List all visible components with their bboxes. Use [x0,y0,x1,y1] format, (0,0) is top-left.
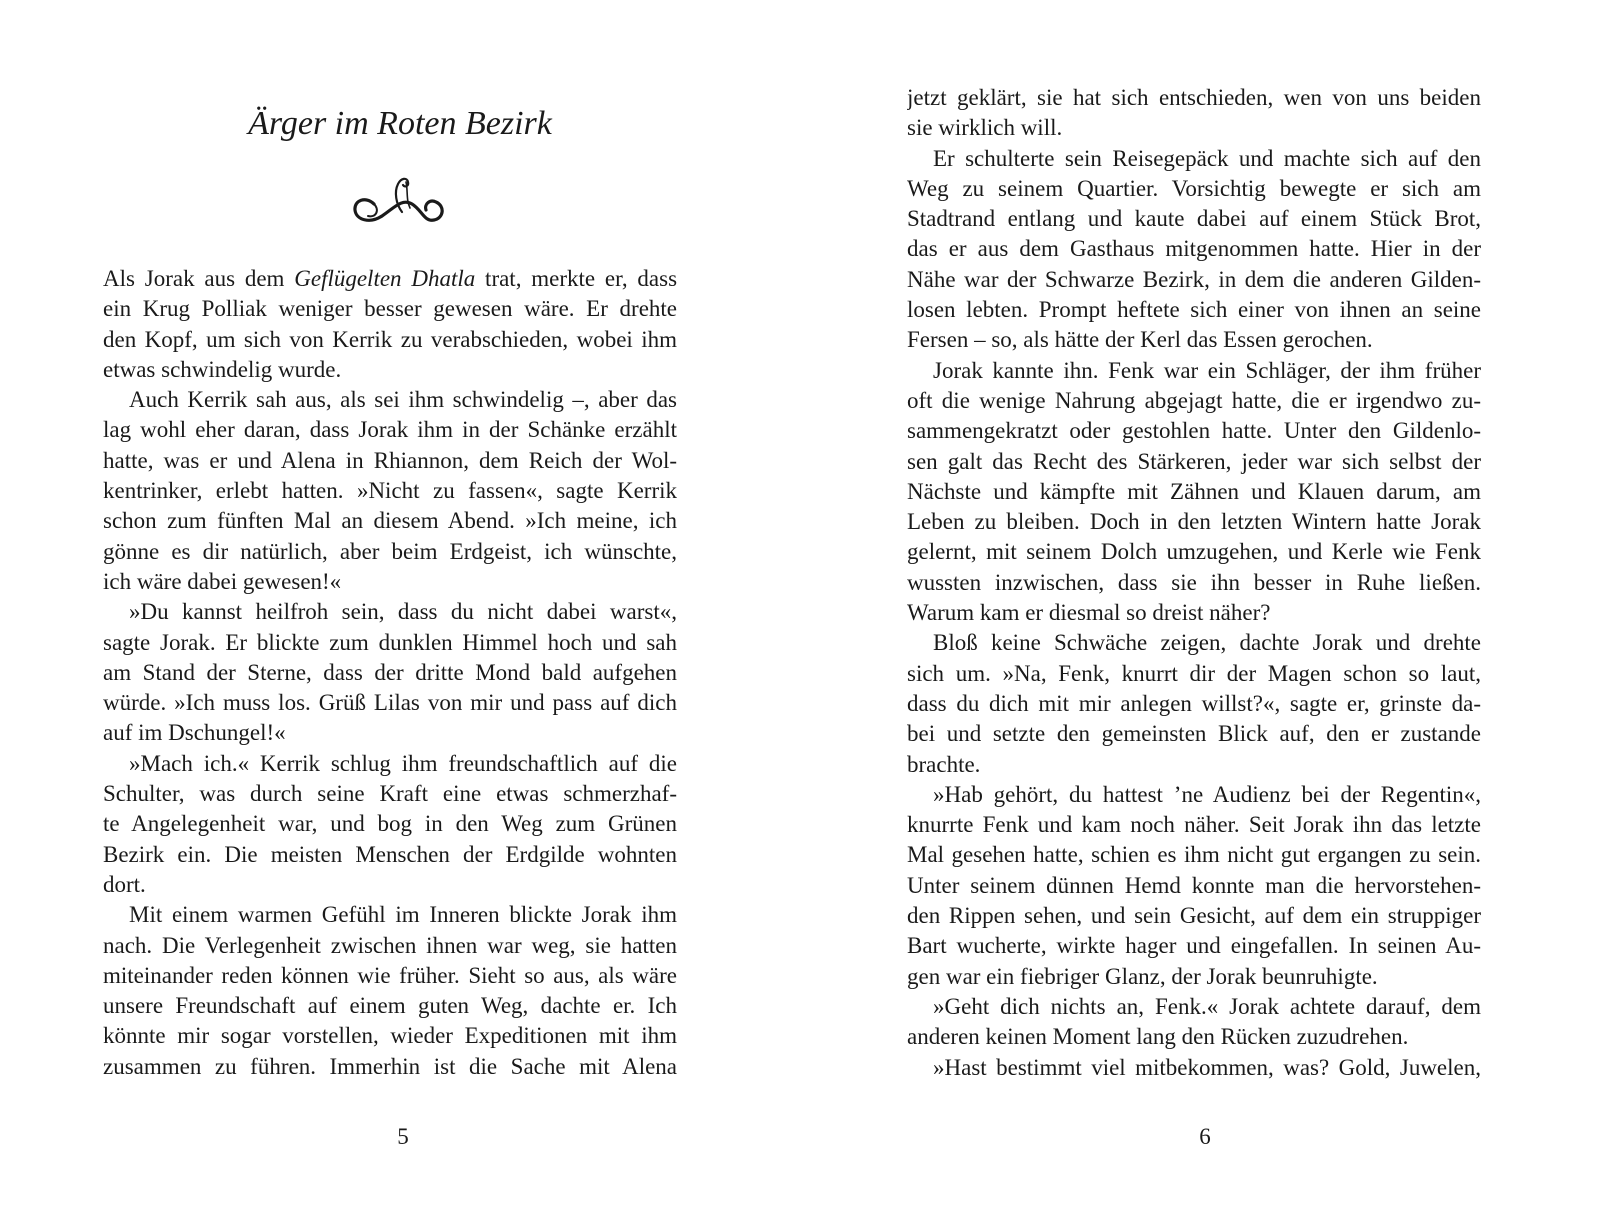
text-segment: Mal gesehen hatte, schien es ihm nicht gut ergangen zu sein. [907,842,1481,868]
text-line [103,809,677,839]
text-segment: würde. »Ich muss los. Grüß Lilas von mir und pass auf dich [103,690,677,716]
text-segment: lag wohl eher daran, dass Jorak ihm in der Schänke erzählt [103,417,677,443]
text-segment: brachte. [907,751,981,777]
text-segment: nach. Die Verlegenheit zwischen ihnen war weg, sie hatten [103,932,677,958]
text-line [103,1021,677,1051]
text-line [103,567,677,597]
text-segment: könnte mir sogar vorstellen, wieder Expeditionen mit ihm [103,1023,677,1049]
text-line [907,386,1481,416]
text-line [907,265,1481,295]
text-line [103,506,677,536]
text-line [907,83,1481,113]
text-line [103,355,677,385]
text-segment: Nächste und kämpfte mit Zähnen und Klauen darum, am [907,478,1481,504]
text-line [103,264,677,294]
text-segment: dass du dich mit mir anlegen willst?«, sagte er, grinste da- [907,690,1481,716]
text-line [907,598,1481,628]
text-segment: sie wirklich will. [907,115,1063,141]
text-line [907,871,1481,901]
text-segment: gönne es dir natürlich, aber beim Erdgeist, ich wünschte, [103,538,677,564]
text-segment: hatte, was er und Alena in Rhiannon, dem Reich der Wol- [103,447,677,473]
right-page [800,0,1600,1229]
text-line [907,1053,1481,1083]
text-segment: Schulter, was durch seine Kraft eine etwas schmerzhaf- [103,781,677,807]
text-segment: bei und setzte den gemeinsten Blick auf, den er zustande [907,721,1481,747]
text-segment: Bart wucherte, wirkte hager und eingefallen. In seinen Au- [907,933,1481,959]
page-number: 5 [397,1124,409,1149]
text-line [907,1022,1481,1052]
text-segment: auf im Dschungel!« [103,720,286,746]
text-line [907,901,1481,931]
text-segment: sen galt das Recht des Stärkeren, jeder war sich selbst der [907,448,1481,474]
text-line [907,416,1481,446]
text-line [103,749,677,779]
text-segment: schon zum fünften Mal an diesem Abend. »Ich meine, ich [103,508,677,534]
text-segment: Bloß keine Schwäche zeigen, dachte Jorak und drehte [933,630,1481,656]
text-segment: Leben zu bleiben. Doch in den letzten Wintern hatte Jorak [907,509,1481,535]
text-segment: dort. [103,871,146,897]
text-segment: ich wäre dabei gewesen!« [103,568,342,594]
text-segment: Unter seinem dünnen Hemd konnte man die hervorstehen- [907,872,1481,898]
text-segment: anderen keinen Moment lang den Rücken zuzudrehen. [907,1024,1409,1050]
text-line [907,325,1481,355]
text-line [907,447,1481,477]
text-line [103,840,677,870]
text-segment: Nähe war der Schwarze Bezirk, in dem die anderen Gilden- [907,266,1481,292]
flourish-ornament-icon [350,170,450,234]
text-line [907,234,1481,264]
text-segment: den Kopf, um sich von Kerrik zu verabschieden, wobei ihm [103,326,677,352]
text-segment: »Mach ich.« Kerrik schlug ihm freundschaftlich auf die [129,750,677,776]
text-segment: Auch Kerrik sah aus, als sei ihm schwindelig –, aber das [129,387,677,413]
text-line [907,477,1481,507]
text-segment: Stadtrand entlang und kaute dabei auf einem Stück Brot, [907,206,1481,232]
text-line [907,628,1481,658]
text-segment: »Geht dich nichts an, Fenk.« Jorak achtete darauf, dem [933,993,1481,1019]
text-line [907,507,1481,537]
text-segment: jetzt geklärt, sie hat sich entschieden, wen von uns beiden [907,85,1481,110]
text-segment: Weg zu seinem Quartier. Vorsichtig bewegte er sich am [907,175,1481,201]
text-segment: te Angelegenheit war, und bog in den Weg zum Grünen [103,811,677,837]
text-line [103,385,677,415]
text-segment: zusammen zu führen. Immerhin ist die Sache mit Alena [103,1053,677,1079]
text-segment: »Hab gehört, du hattest ’ne Audienz bei der Regentin«, [933,781,1481,807]
text-line [907,780,1481,810]
text-line [103,991,677,1021]
text-segment: den Rippen sehen, und sein Gesicht, auf dem ein struppiger [907,903,1481,929]
text-line [907,144,1481,174]
text-segment: kentrinker, erlebt hatten. »Nicht zu fassen«, sagte Kerrik [103,478,677,504]
text-line [103,658,677,688]
text-segment: etwas schwindelig wurde. [103,356,342,382]
text-segment: gen war ein fiebriger Glanz, der Jorak beunruhigte. [907,963,1378,989]
text-line [907,204,1481,234]
text-line [907,810,1481,840]
text-segment: oft die wenige Nahrung abgejagt hatte, die er irgendwo zu- [907,387,1481,413]
text-line [103,961,677,991]
text-line [907,931,1481,961]
text-segment: Mit einem warmen Gefühl im Inneren blickte Jorak ihm [129,902,677,928]
text-segment: sich um. »Na, Fenk, knurrt dir der Magen schon so laut, [907,660,1481,686]
text-segment: Warum kam er diesmal so dreist näher? [907,600,1271,626]
text-line [907,689,1481,719]
chapter-title: Ärger im Roten Bezirk [248,105,552,142]
text-line [907,750,1481,780]
text-line [103,931,677,961]
text-line [103,628,677,658]
text-line [103,779,677,809]
text-line [907,840,1481,870]
text-line [907,537,1481,567]
italic-title-text: Geflügelten Dhatla [294,266,476,291]
text-line [907,295,1481,325]
text-line [103,688,677,718]
text-line [103,597,677,627]
text-segment: ein Krug Polliak weniger besser gewesen wäre. Er drehte [103,296,677,322]
text-line [907,962,1481,992]
text-segment: losen lebten. Prompt heftete sich einer von ihnen an seine [907,297,1481,323]
text-segment: sagte Jorak. Er blickte zum dunklen Himmel hoch und sah [103,629,677,655]
text-segment: wussten inzwischen, dass sie ihn besser in Ruhe ließen. [907,569,1481,595]
text-segment: Als Jorak aus dem [103,266,295,291]
text-segment: unsere Freundschaft auf einem guten Weg, dachte er. Ich [103,993,677,1019]
text-segment: »Hast bestimmt viel mitbekommen, was? Gold, Juwelen, [933,1054,1481,1080]
text-segment: »Du kannst heilfroh sein, dass du nicht dabei warst«, [129,599,677,625]
left-page-text [103,264,677,1082]
text-segment: sammengekratzt oder gestohlen hatte. Unter den Gildenlo- [907,418,1481,444]
text-segment: trat, merkte er, dass [475,266,677,291]
text-line [103,446,677,476]
text-line [103,415,677,445]
text-line [103,325,677,355]
text-line [907,113,1481,143]
text-segment: das er aus dem Gasthaus mitgenommen hatte. Hier in der [907,236,1481,262]
text-segment: Fersen – so, als hätte der Kerl das Essen gerochen. [907,327,1373,353]
text-line [907,659,1481,689]
right-page-text [907,83,1481,1083]
text-line [103,476,677,506]
text-segment: Er schulterte sein Reisegepäck und machte sich auf den [933,145,1481,171]
text-segment: miteinander reden können wie früher. Sieht so aus, als wäre [103,962,677,988]
text-line [103,900,677,930]
text-line [103,1052,677,1082]
text-line [907,356,1481,386]
text-segment: Jorak kannte ihn. Fenk war ein Schläger, der ihm früher [933,357,1481,383]
text-line [907,174,1481,204]
text-segment: am Stand der Sterne, dass der dritte Mond bald aufgehen [103,659,677,685]
text-line [103,537,677,567]
page-number: 6 [1199,1124,1211,1149]
text-line [907,719,1481,749]
text-line [103,294,677,324]
text-line [907,568,1481,598]
text-line [103,718,677,748]
text-line [103,870,677,900]
text-line [907,992,1481,1022]
text-segment: gelernt, mit seinem Dolch umzugehen, und Kerle wie Fenk [907,539,1481,565]
text-segment: knurrte Fenk und kam noch näher. Seit Jorak ihn das letzte [907,812,1481,838]
text-segment: Bezirk ein. Die meisten Menschen der Erdgilde wohnten [103,841,677,867]
